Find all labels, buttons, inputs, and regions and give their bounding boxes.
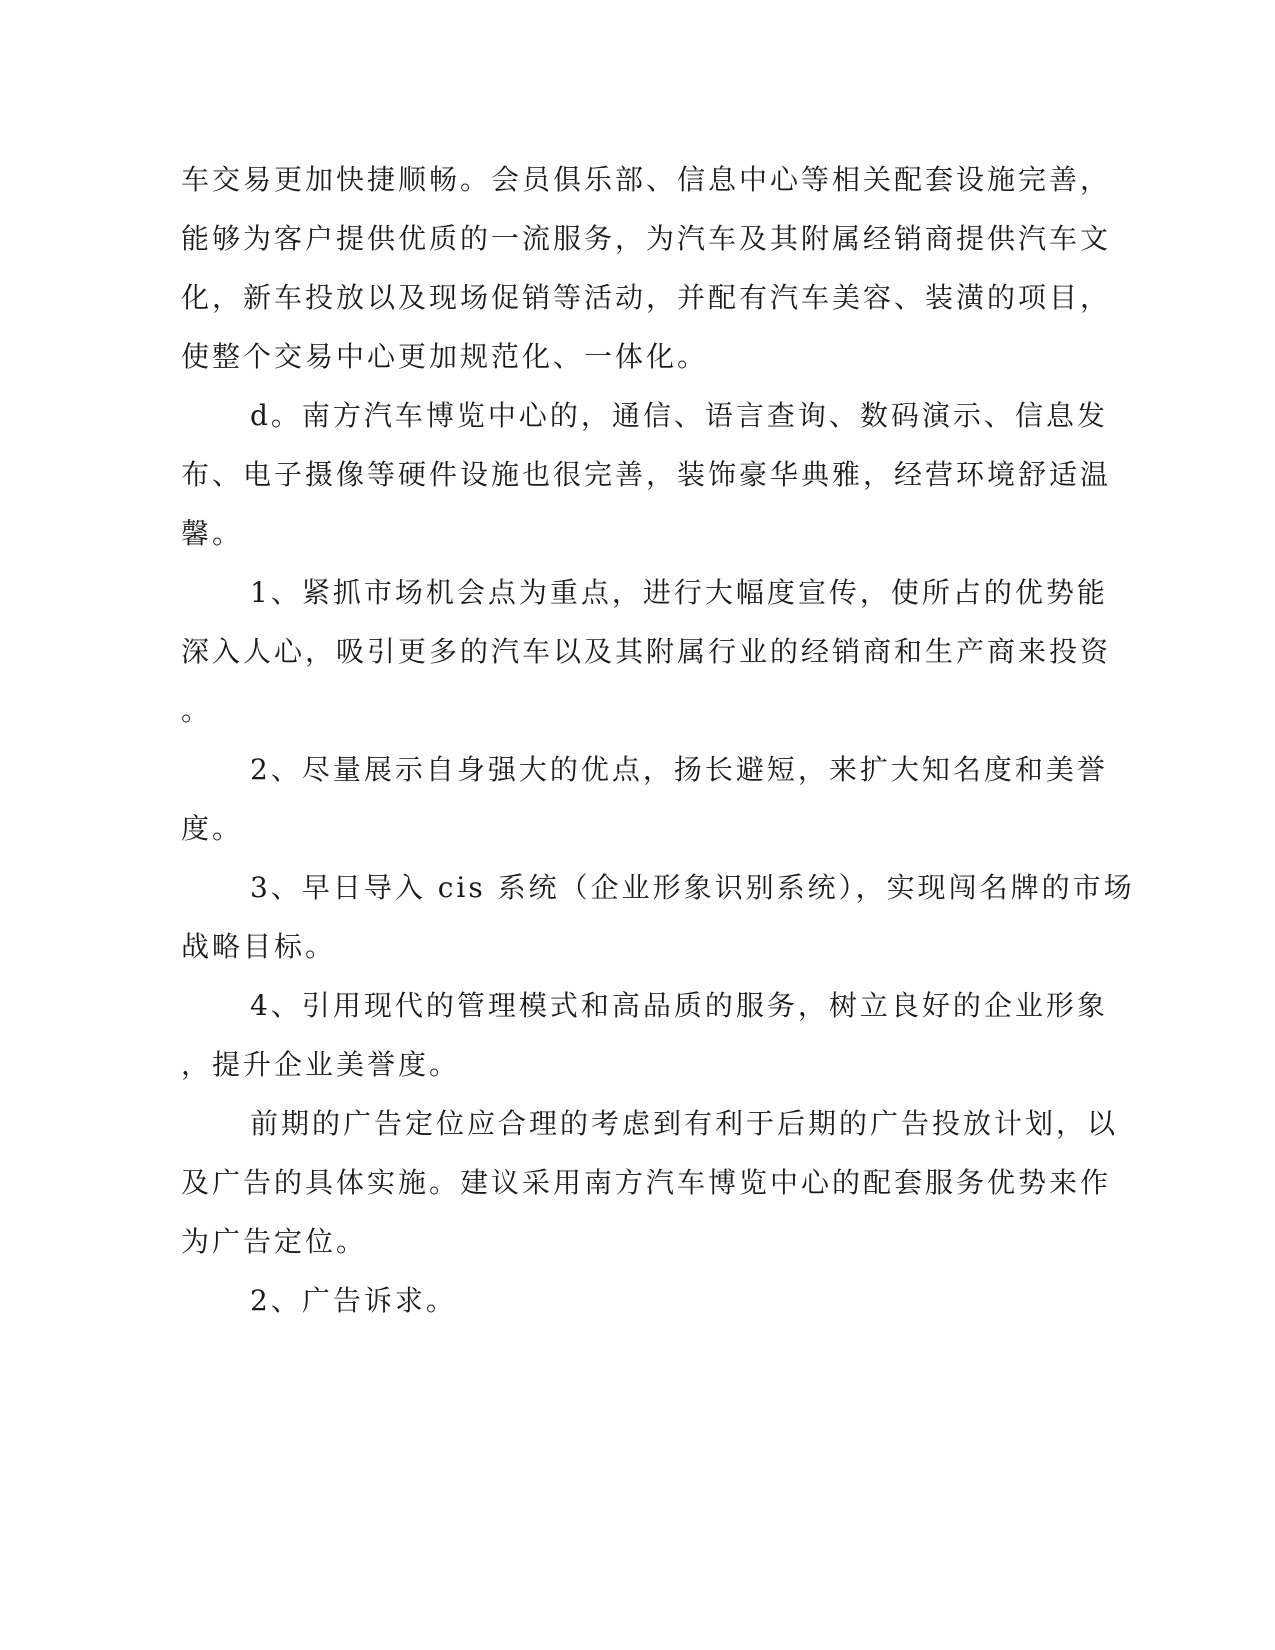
text-line: 车交易更加快捷顺畅。会员俱乐部、信息中心等相关配套设施完善， [181, 163, 1112, 196]
text-line: 能够为客户提供优质的一流服务，为汽车及其附属经销商提供汽车文 [181, 222, 1112, 255]
text-line: 深入人心，吸引更多的汽车以及其附属行业的经销商和生产商来投资 [181, 635, 1112, 668]
text-line: ，提升企业美誉度。 [181, 1048, 461, 1081]
text-line: 前期的广告定位应合理的考虑到有利于后期的广告投放计划，以 [250, 1107, 1119, 1140]
text-line: 4、引用现代的管理模式和高品质的服务，树立良好的企业形象 [250, 989, 1108, 1022]
text-line: 布、电子摄像等硬件设施也很完善，装饰豪华典雅，经营环境舒适温 [181, 458, 1112, 491]
text-line: 。 [181, 694, 213, 727]
text-line: 为广告定位。 [181, 1225, 368, 1258]
text-line: 2、尽量展示自身强大的优点，扬长避短，来扩大知名度和美誉 [250, 753, 1108, 786]
text-line: 化，新车投放以及现场促销等活动，并配有汽车美容、装潢的项目， [181, 281, 1112, 314]
text-line: 2、广告诉求。 [250, 1284, 457, 1317]
text-line: 度。 [181, 812, 244, 845]
text-line: 1、紧抓市场机会点为重点，进行大幅度宣传，使所占的优势能 [250, 576, 1108, 609]
text-line: d。南方汽车博览中心的，通信、语言查询、数码演示、信息发 [250, 399, 1108, 432]
text-line: 3、早日导入 cis 系统（企业形象识别系统），实现闯名牌的市场 [250, 871, 1135, 904]
text-line: 使整个交易中心更加规范化、一体化。 [181, 340, 709, 373]
text-line: 及广告的具体实施。建议采用南方汽车博览中心的配套服务优势来作 [181, 1166, 1112, 1199]
text-line: 馨。 [181, 517, 244, 550]
text-line: 战略目标。 [181, 930, 337, 963]
